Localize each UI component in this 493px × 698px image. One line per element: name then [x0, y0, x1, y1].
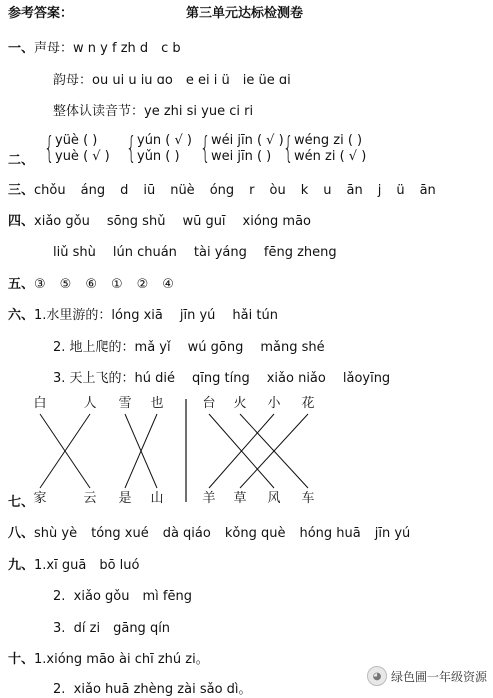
order-item: ⑤	[59, 277, 72, 292]
pinyin-item: xiǎo gǒu	[34, 214, 90, 229]
pinyin-item: wū guī	[182, 214, 226, 229]
section-7-number: 七、	[8, 495, 35, 510]
pinyin-item: hú dié	[134, 371, 176, 386]
pinyin-item: wú gōng	[187, 340, 244, 355]
pinyin-item: ü	[396, 183, 405, 198]
pinyin-item: chǒu	[34, 183, 66, 198]
pinyin-item: sōng shǔ	[106, 214, 166, 229]
brace-icon: {	[44, 131, 55, 166]
match-char: 也	[150, 396, 164, 411]
pinyin-item: mǎ yǐ	[134, 340, 171, 355]
choice-top: yüè ( )	[55, 133, 98, 148]
match-char: 火	[233, 396, 247, 411]
pinyin-item: qīng tíng	[192, 371, 250, 386]
watermark-text: 绿色圃一年级资源	[390, 669, 487, 684]
zhengti-label: 整体认读音节：	[53, 104, 145, 119]
wechat-icon: ◕	[367, 666, 387, 686]
zhengti-answer: ye zhi si yue ci ri	[144, 104, 254, 119]
section-number: 十、	[8, 652, 35, 667]
match-char: 草	[233, 491, 247, 506]
section-8	[8, 526, 410, 542]
order-item: ⑥	[85, 277, 97, 292]
match-char: 云	[83, 491, 97, 506]
choice-bottom: wén zi ( √ )	[294, 149, 367, 164]
match-char: 雪	[118, 396, 132, 411]
pinyin-item: iū	[143, 183, 156, 198]
order-item: ②	[136, 277, 149, 292]
section-9-line-3	[53, 621, 170, 637]
yunmu-answer: ou ui u iu ɑo e ei i ü ie üe ɑi	[92, 73, 291, 88]
shengmu-answer: w n y f zh d c b	[73, 41, 181, 56]
section-number: 六、	[8, 308, 35, 323]
choice-top: wéng zi ( )	[294, 133, 363, 148]
item-number: 1.	[34, 558, 47, 573]
pinyin-item: shù yè	[34, 526, 78, 541]
match-char: 人	[83, 396, 97, 411]
order-item: ①	[110, 277, 123, 292]
page-title: 第三单元达标检测卷	[186, 6, 304, 21]
brace-icon: {	[126, 131, 137, 166]
match-char: 是	[118, 491, 132, 506]
section-number: 一、	[8, 41, 35, 56]
choice-top: yún ( √ )	[137, 133, 192, 148]
match-char: 羊	[202, 491, 216, 506]
category-label: 2. 地上爬的：	[53, 340, 135, 355]
order-item: ③	[34, 277, 46, 292]
pinyin-item: kǒng què	[224, 526, 286, 541]
section-10-line-2	[53, 682, 252, 698]
pinyin-item: liǔ shù	[53, 245, 96, 260]
choice-top: wéi jīn ( √ )	[211, 133, 284, 148]
section-10-line-1	[8, 652, 209, 668]
pinyin-item: xiǎo niǎo	[266, 371, 326, 386]
watermark	[367, 666, 487, 686]
item-number: 2.	[53, 589, 66, 604]
match-char: 白	[33, 396, 47, 411]
pinyin-item: hǎi tún	[232, 308, 278, 323]
pinyin-item: lǎoyīng	[342, 371, 391, 386]
pinyin-item: óng	[209, 183, 235, 198]
match-char: 车	[301, 491, 315, 506]
match-char: 台	[202, 396, 216, 411]
answer-text: dí zi gāng qín	[73, 621, 171, 636]
answer-text: xī guā bō luó	[46, 558, 140, 573]
pinyin-item: r	[249, 183, 255, 198]
pinyin-item: dà qiáo	[162, 526, 211, 541]
pinyin-item: mǎng shé	[260, 340, 325, 355]
pinyin-item: lún chuán	[112, 245, 177, 260]
section-9-line-1	[8, 558, 139, 574]
pinyin-item: fēng zheng	[263, 245, 337, 260]
pinyin-item: ān	[419, 183, 436, 198]
choice-bottom: wei jīn ( )	[211, 149, 272, 164]
shengmu-label: 声母：	[34, 41, 74, 56]
match-bottom-row	[0, 491, 493, 509]
match-char: 花	[301, 396, 315, 411]
answer-text: xiǎo gǒu mì fēng	[73, 589, 192, 604]
yunmu-label: 韵母：	[53, 73, 93, 88]
category-label: 3. 天上飞的：	[53, 371, 135, 386]
section-2-number: 二、	[8, 153, 35, 168]
item-number: 3.	[53, 621, 66, 636]
brace-icon: {	[200, 131, 211, 166]
pinyin-item: áng	[80, 183, 106, 198]
pinyin-item: jīn yú	[374, 526, 411, 541]
pinyin-item: òu	[269, 183, 286, 198]
answer-text: xióng māo ài chī zhú zi。	[46, 652, 209, 667]
pinyin-item: ān	[346, 183, 363, 198]
pinyin-item: j	[377, 183, 382, 198]
pinyin-item: u	[323, 183, 332, 198]
item-number: 1.	[34, 652, 47, 667]
match-char: 小	[267, 396, 281, 411]
answer-text: xiǎo huā zhèng zài sǎo dì。	[73, 682, 252, 697]
pinyin-item: jīn yú	[179, 308, 216, 323]
section-number: 五、	[8, 277, 35, 292]
match-char: 家	[33, 491, 47, 506]
choice-bottom: yuè ( √ )	[55, 149, 110, 164]
item-number: 2.	[53, 682, 66, 697]
pinyin-item: nüè	[170, 183, 195, 198]
answer-key-label: 参考答案：	[8, 6, 74, 21]
section-number: 三、	[8, 183, 35, 198]
match-top-row	[0, 396, 493, 414]
order-item: ④	[162, 277, 174, 292]
section-number: 九、	[8, 558, 35, 573]
category-label: 1.水里游的：	[34, 308, 112, 323]
section-9-line-2	[53, 589, 192, 605]
pinyin-item: hóng huā	[299, 526, 361, 541]
brace-icon: {	[283, 131, 294, 166]
match-char: 风	[267, 491, 281, 506]
match-char: 山	[150, 491, 164, 506]
pinyin-item: d	[120, 183, 129, 198]
pinyin-item: lóng xiā	[111, 308, 163, 323]
pinyin-list	[34, 526, 410, 541]
pinyin-item: k	[300, 183, 309, 198]
pinyin-item: tóng xué	[91, 526, 149, 541]
section-number: 八、	[8, 526, 35, 541]
pinyin-item: tài yáng	[193, 245, 247, 260]
pinyin-item: xióng māo	[242, 214, 312, 229]
section-number: 四、	[8, 214, 35, 229]
choice-bottom: yǔn ( )	[137, 149, 180, 164]
